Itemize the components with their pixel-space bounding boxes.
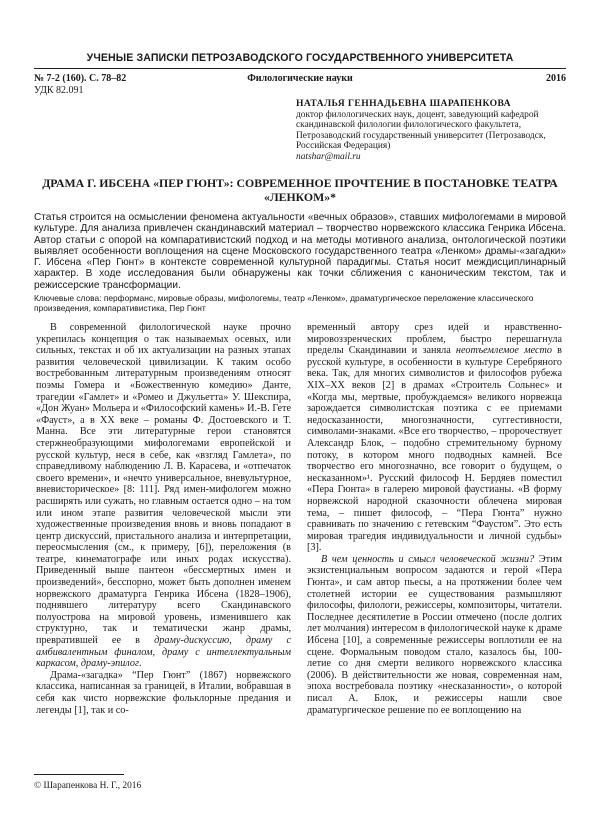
- journal-title: УЧЕНЫЕ ЗАПИСКИ ПЕТРОЗАВОДСКОГО ГОСУДАРСТВЕННОГО УНИВЕРСИТЕТА: [86, 52, 514, 64]
- emphasis-text: драму-дискуссию, драму с амбивалентным финалом, драму с интеллектуальным каркасом, драму-эпилог: [36, 635, 291, 670]
- article-title: ДРАМА Г. ИБСЕНА «ПЕР ГЮНТ»: СОВРЕМЕННОЕ ПРОЧТЕНИЕ В ПОСТАНОВКЕ ТЕАТРА «ЛЕНКОМ»*: [42, 176, 558, 204]
- paragraph-end: .: [138, 658, 142, 670]
- issue-year: 2016: [546, 73, 566, 84]
- paragraph-text: Этим экзистенциальным вопросом задаются и герой «Пера Гюнта», и сам автор пьесы, а на протяжении более чем столетней истории ее существования размышляют философы, филологи, режиссеры, композиторы, читатели. Последнее десятилетие в России отмечено (после долгих лет молчания) интересом в филологической науке к драме Ибсена [10], а современные режиссеры воплотили ее на сцене. Формальным поводом стало, казалось бы, 100-летие со дня смерти великого норвежского классика (2006). В действительности же новая, современная нам, эпоха востребовала поэтику «несказанности», о которой писал А. Блок, и режиссеры нашли свое драматургическое решение по ее воплощению на: [307, 553, 562, 716]
- keywords: Ключевые слова: перформанс, мировые образы, мифологемы, театр «Ленком», драматургическое переложение классического произведения, компаративистика, Пер Гюнт: [34, 293, 534, 313]
- paragraph-text: В современной филологической науке прочно укрепилась концепция о так называемых осевых, или сильных, текстах и об их актуализации на разных этапах развития человеческой цивилизации. К таким особо востребованным литературным произведениям относят поэмы Гомера и «Божественную комедию» Данте, трагедии «Гамлет» и «Ромео и Джульетта» У. Шекспира, «Дон Жуан» Мольера и «Философский камень» И.-В. Гете «Фауст», а в XX веке – романы Ф. Достоевского и Т. Манна. Все эти литературные герои становятся стержнеобразующими мифологемами европейской и русской культур, неся в себе, как «взгляд Гамлета», по справедливому наблюдению Л. В. Карасева, и «отпечаток своего времени», и «нечто универсальное, вневультурное, вневисторическое» [8: 111]. Ряд имен-мифологем можно расширять или сужать, но главным остается одно – на том или ином этапе развития человеческой мысли эти художественные произведения вновь и вновь попадают в центр дискуссий, пристального анализа и интерпретации, переосмысления (см., к примеру, [6]), переложения (в театре, кинематографе или иных родах искусства). Приведенный выше пантеон «бессмертных имен и произведений», бесспорно, может быть дополнен именем норвежского драматурга Генрика Ибсена (1828–1906), поднявшего литературу всего Скандинавского полуострова на мировой уровень, изменившего как структурно, так и тематически жанр драмы, превратившей ее в: [36, 322, 291, 647]
- author-email[interactable]: natshar@mail.ru: [296, 151, 361, 162]
- issue-meta: [34, 73, 566, 87]
- emphasis-text: В чем ценность и смысл человеческой жизни?: [321, 553, 535, 565]
- emphasis-text: неотъемлемое место: [455, 345, 552, 357]
- copyright: © Шарапенкова Н. Г., 2016: [34, 781, 142, 791]
- author-affiliation: доктор филологических наук, доцент, заведующий кафедрой скандинавской филологии филологического факультета, Петрозаводский государственный университет (Петрозаводск, Российская Федерация): [296, 109, 546, 152]
- paragraph-text: временный автору срез идей и нравственно-мировоззренческих проблем, быстро перешагнула пределы Скандинавии и заняла: [307, 322, 562, 357]
- abstract: Статья строится на осмыслении феномена актуальности «вечных образов», ставших мифологемами в мировой культуре. Для анализа привлечен скандинавский материал – творчество норвежского классика Генрика Ибсена. Автор статьи с опорой на компаративистский подход и на методы мотивного анализа, онтологической поэтики выявляет особенности воплощения на сцене Московского государственного театра «Ленком» драмы-«загадки» Г. Ибсена «Пер Гюнт» в контексте современной культурной парадигмы. Статья носит междисциплинарный характер. В ходе исследования были обнаружены как точки сближения с каноническим текстом, так и режиссерские трансформации.: [34, 212, 566, 291]
- body-column-left: [36, 322, 291, 716]
- udk-code: УДК 82.091: [34, 85, 84, 96]
- body-column-right: [307, 322, 562, 716]
- paragraph: [307, 554, 562, 716]
- author-block: [296, 99, 566, 163]
- section-name: Филологические науки: [247, 73, 353, 84]
- header-rule: [34, 68, 566, 69]
- paragraph-text: в русской культуре, в особенности в культуре Серебряного века. Так, для многих символистов и философов рубежа XIX–XX веков [2] в драмах «Строитель Сольнес» и «Когда мы, мертвые, пробуждаемся» великого норвежца зарождается символистская поэтика с ее приемами недосказанности, многозначности, суггестивности, символами-знаками. «Все его творчество, – пророчествует Александр Блок, – подобно стремительному бурному потоку, в котором много подводных камней. Все творчество его многозначно, все говорит о будущем, о несказанном»¹. Русский философ Н. Бердяев поместил «Пера Гюнта» в галерею мировой фаустианы. «В форму норвежской народной сказочности облечена мировая тема, – пишет философ, – “Пера Гюнта” нужно сравнивать по значению с гетевским “Фаустом”. Это есть мировая трагедия индивидуальности и личной судьбы» [3].: [307, 345, 562, 554]
- paragraph: [36, 322, 291, 670]
- issue-number: № 7-2 (160). С. 78–82: [34, 73, 127, 84]
- author-name: НАТАЛЬЯ ГЕННАДЬЕВНА ШАРАПЕНКОВА: [296, 98, 511, 109]
- paragraph: Драма-«загадка» “Пер Гюнт” (1867) норвежского классика, написанная за границей, в Италии, вобравшая в себя как чисто норвежские фольклорные предания и легенды [1], так и со-: [36, 669, 291, 716]
- footnote-rule: [34, 774, 124, 775]
- paragraph: [307, 322, 562, 554]
